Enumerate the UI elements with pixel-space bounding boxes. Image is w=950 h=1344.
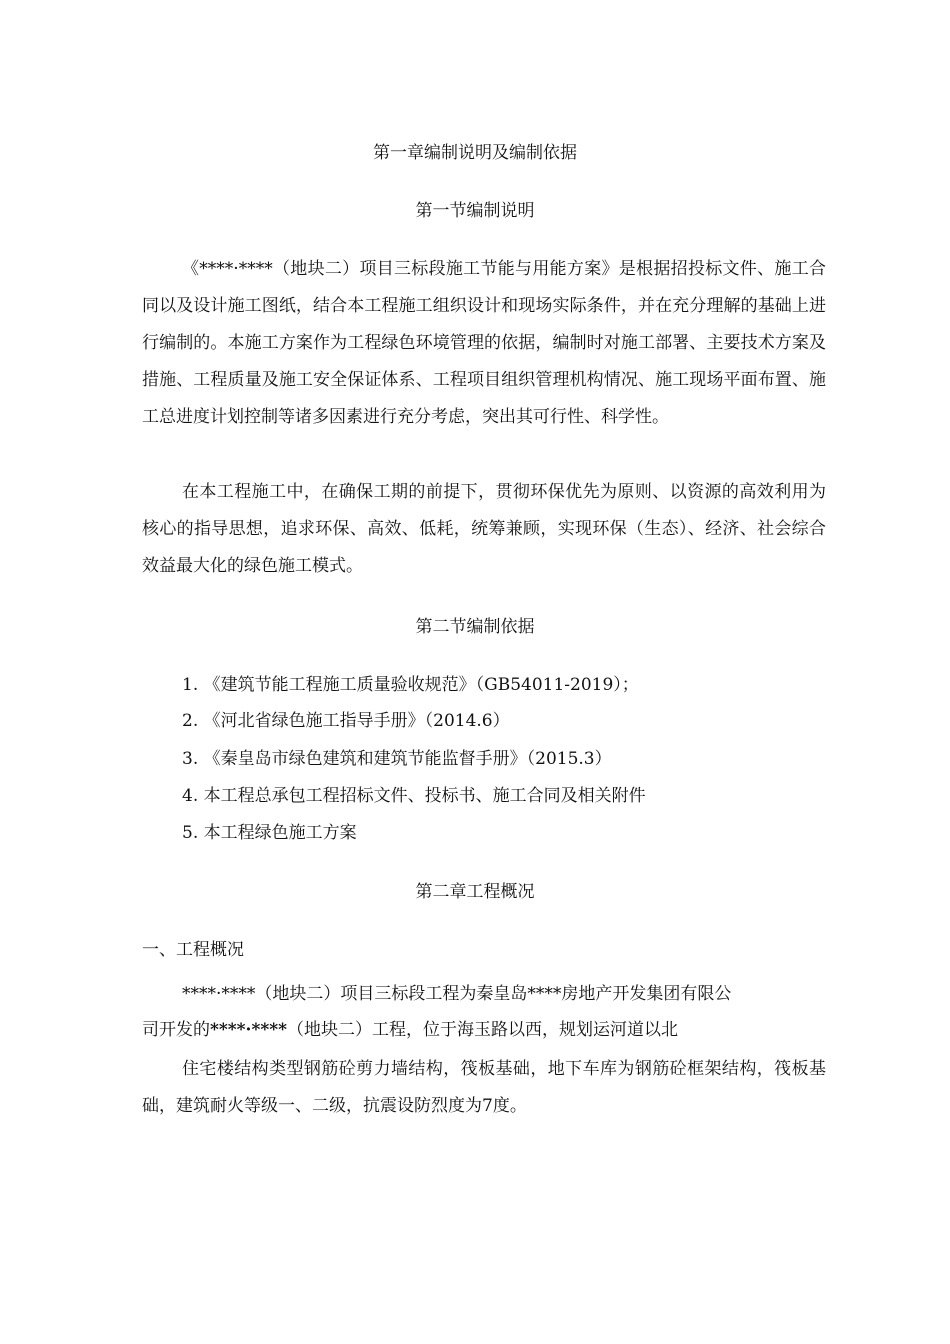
basis-item: 2. 《河北省绿色施工指导手册》（2014.6） xyxy=(182,711,510,731)
overview-paragraph-2: 住宅楼结构类型钢筋砼剪力墙结构，筏板基础，地下车库为钢筋砼框架结构，筏板基础，建筑耐火等级一、二级，抗震设防烈度为7度。 xyxy=(142,1059,826,1116)
basis-item: 1. 《建筑节能工程施工质量验收规范》（GB54011-2019）； xyxy=(182,675,639,695)
overview-paragraph-1-line-1: ****·****（地块二）项目三标段工程为秦皇岛****房地产开发集团有限公 xyxy=(182,984,732,1004)
basis-item: 3. 《秦皇岛市绿色建筑和建筑节能监督手册》（2015.3） xyxy=(182,749,612,769)
chapter-1-title: 第一章编制说明及编制依据 xyxy=(373,143,577,163)
section-1-paragraph-2: 在本工程施工中，在确保工期的前提下，贯彻环保优先为原则、以资源的高效利用为核心的指导思想，追求环保、高效、低耗，统筹兼顾，实现环保（生态）、经济、社会综合效益最大化的绿色施工模式。 xyxy=(142,482,826,576)
text-segment: （地块二）工程，位于海玉路以西，规划运河道以北 xyxy=(287,1020,679,1040)
bold-project-name: ****·**** xyxy=(210,1020,288,1040)
basis-item: 4. 本工程总承包工程招标文件、投标书、施工合同及相关附件 xyxy=(182,786,646,806)
overview-subtitle: 一、工程概况 xyxy=(142,940,244,960)
section-1-title: 第一节编制说明 xyxy=(415,201,535,221)
chapter-2-title: 第二章工程概况 xyxy=(415,882,535,902)
section-2-title: 第二节编制依据 xyxy=(415,617,535,637)
overview-paragraph-1-line-2 xyxy=(142,1020,678,1040)
text-segment: 司开发的 xyxy=(142,1020,210,1040)
basis-item: 5. 本工程绿色施工方案 xyxy=(182,823,357,843)
section-1-paragraph-1: 《****·****（地块二）项目三标段施工节能与用能方案》是根据招投标文件、施工合同以及设计施工图纸，结合本工程施工组织设计和现场实际条件，并在充分理解的基础上进行编制的。本施工方案作为工程绿色环境管理的依据，编制时对施工部署、主要技术方案及措施、工程质量及施工安全保证体系、工程项目组织管理机构情况、施工现场平面布置、施工总进度计划控制等诸多因素进行充分考虑，突出其可行性、科学性。 xyxy=(142,259,826,427)
